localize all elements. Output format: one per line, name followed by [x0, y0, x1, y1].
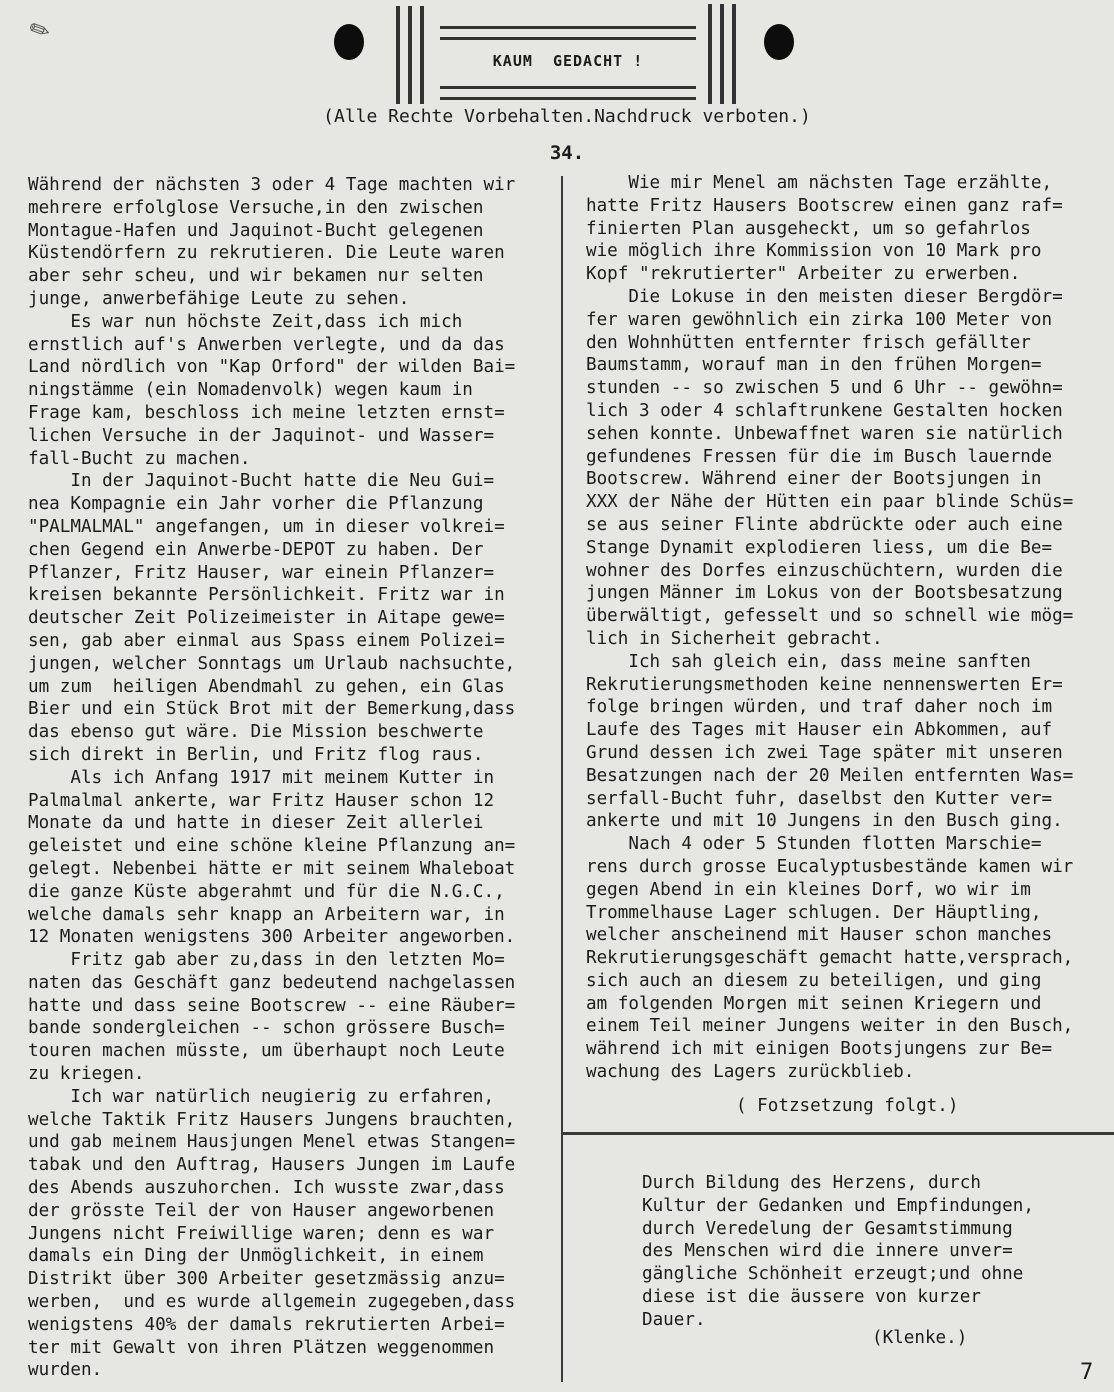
text-line: Rekrutierungsgeschäft gemacht hatte,versprach, — [586, 948, 1074, 969]
text-line: Baumstamm, worauf man in den frühen Morgen= — [586, 355, 1042, 376]
text-line: geleistet und eine schöne kleine Pflanzung an= — [28, 836, 516, 857]
text-line: tabak und den Auftrag, Hausers Jungen im Laufe — [28, 1155, 516, 1176]
quote-line: Kultur der Gedanken und Empfindungen, — [642, 1195, 1034, 1216]
text-line: wie möglich ihre Kommission von 10 Mark pro — [586, 241, 1042, 262]
text-line: werben, und es wurde allgemein zugegeben,dass — [28, 1292, 516, 1313]
text-line: gefundenes Fressen für die im Busch lauernde — [586, 446, 1053, 467]
column-divider — [561, 176, 563, 1382]
text-line: die ganze Küste abgerahmt und für die N.G.C., — [28, 881, 505, 902]
text-line: Rekrutierungsmethoden keine nennenswerten Er= — [586, 674, 1063, 695]
text-line: XXX der Nähe der Hütten ein paar blinde Schüs= — [586, 492, 1074, 513]
text-line: folge bringen würden, und traf daher noch im — [586, 697, 1053, 718]
quote-line: gängliche Schönheit erzeugt;und ohne — [642, 1264, 1024, 1285]
text-line: am folgenden Morgen mit seinen Kriegern und — [586, 993, 1042, 1014]
text-line: Frage kam, beschloss ich meine letzten ernst= — [28, 402, 505, 423]
text-line: den Wohnhütten entfernter frisch gefällter — [586, 332, 1031, 353]
text-line: welche damals sehr knapp an Arbeitern war, in — [28, 904, 505, 925]
text-line: chen Gegend ein Anwerbe-DEPOT zu haben. Der — [28, 539, 484, 560]
text-line: lich in Sicherheit gebracht. — [586, 628, 883, 649]
text-line: sen, gab aber einmal aus Spass einem Polizei= — [28, 630, 505, 651]
text-line: welche Taktik Fritz Hausers Jungens brauchten, — [28, 1109, 516, 1130]
text-line: sehen konnte. Unbewaffnet waren sie natürlich — [586, 423, 1063, 444]
text-line: lich 3 oder 4 schlaftrunkene Gestalten hocken — [586, 400, 1063, 421]
text-line: Während der nächsten 3 oder 4 Tage machten wir — [28, 175, 516, 195]
text-line: Nach 4 oder 5 Stunden flotten Marschie= — [586, 834, 1042, 855]
text-line: jungen, welcher Sonntags um Urlaub nachsuchte, — [28, 653, 516, 674]
text-line: Fritz gab aber zu,dass in den letzten Mo= — [28, 950, 505, 971]
text-line: zu kriegen. — [28, 1064, 145, 1085]
text-line: se aus seiner Flinte abdrückte oder auch eine — [586, 514, 1063, 535]
text-line: sich direkt in Berlin, und Fritz flog raus. — [28, 744, 484, 765]
text-line: Küstendörfern zu rekrutieren. Die Leute waren — [28, 243, 505, 264]
footer-page-number: 7 — [1080, 1360, 1094, 1385]
punch-hole-right — [764, 24, 794, 60]
text-line: sich auch an diesem zu beteiligen, und ging — [586, 970, 1042, 991]
text-line: hatte Fritz Hausers Bootscrew einen ganz raf= — [586, 195, 1063, 216]
right-column — [586, 172, 1106, 1084]
section-divider — [563, 1132, 1114, 1135]
text-line: ankerte und mit 10 Jungens in den Busch ging. — [586, 811, 1063, 832]
text-line: wenigstens 40% der damals rekrutierten Arbei= — [28, 1314, 505, 1335]
text-line: fer waren gewöhnlich ein zirka 100 Meter von — [586, 309, 1053, 330]
text-line: deutscher Zeit Polizeimeister in Aitape gewe= — [28, 608, 505, 629]
text-line: Besatzungen nach der 20 Meilen entfernten Was= — [586, 765, 1074, 786]
text-line: nea Kompagnie ein Jahr vorher die Pflanzung — [28, 494, 484, 515]
left-column — [28, 174, 548, 1382]
text-line: während ich mit einigen Bootsjungens zur Be= — [586, 1039, 1053, 1060]
text-line: der grösste Teil der von Hauser angeworbenen — [28, 1200, 495, 1221]
text-line: Kopf "rekrutierter" Arbeiter zu erwerben. — [586, 264, 1021, 285]
text-line: Palmalmal ankerte, war Fritz Hauser schon 12 — [28, 790, 495, 811]
text-line: lichen Versuche in der Jaquinot- und Wasser= — [28, 425, 495, 446]
text-line: finierten Plan ausgeheckt, um so gefahrlos — [586, 218, 1031, 239]
text-line: Pflanzer, Fritz Hauser, war einein Pflanzer= — [28, 562, 495, 583]
text-line: fall-Bucht zu machen. — [28, 448, 251, 469]
text-line: Grund dessen ich zwei Tage später mit unseren — [586, 742, 1063, 763]
text-line: Montague-Hafen und Jaquinot-Bucht gelegenen — [28, 220, 484, 241]
text-line: wohner des Dorfes einzuschüchtern, wurden die — [586, 560, 1063, 581]
text-line: junge, anwerbefähige Leute zu sehen. — [28, 288, 410, 309]
text-line: Die Lokuse in den meisten dieser Bergdör= — [586, 286, 1063, 307]
text-line: Distrikt über 300 Arbeiter gesetzmässig anzu= — [28, 1269, 505, 1290]
quote-line: durch Veredelung der Gesamtstimmung — [642, 1218, 1013, 1239]
text-line: Es war nun höchste Zeit,dass ich mich — [28, 311, 463, 332]
text-line: naten das Geschäft ganz bedeutend nachgelassen — [28, 972, 516, 993]
text-line: einem Teil meiner Jungens weiter in den Busch, — [586, 1016, 1074, 1037]
text-line: Laufe des Tages mit Hauser ein Abkommen, auf — [586, 720, 1053, 741]
text-line: ter mit Gewalt von ihren Plätzen weggenommen — [28, 1337, 495, 1358]
text-line: wachung des Lagers zurückblieb. — [586, 1062, 915, 1083]
text-line: hatte und dass seine Bootscrew -- eine Räuber= — [28, 995, 516, 1016]
text-line: Bier und ein Stück Brot mit der Bemerkung,dass — [28, 699, 516, 720]
quote-line: diese ist die äussere von kurzer — [642, 1286, 981, 1307]
text-line: Monate da und hatte in dieser Zeit allerlei — [28, 813, 484, 834]
handwritten-mark: ✎ — [23, 9, 55, 50]
text-line: Wie mir Menel am nächsten Tage erzählte, — [586, 173, 1053, 193]
page-title: KAUM GEDACHT ! — [492, 52, 644, 70]
text-line: "PALMALMAL" angefangen, um in dieser volkrei= — [28, 516, 505, 537]
text-line: das ebenso gut wäre. Die Mission beschwerte — [28, 722, 484, 743]
text-line: rens durch grosse Eucalyptusbestände kamen wir — [586, 856, 1074, 877]
text-line: Ich sah gleich ein, dass meine sanften — [586, 651, 1031, 672]
text-line: gelegt. Nebenbei hätte er mit seinem Whaleboat — [28, 858, 516, 879]
text-line: Ich war natürlich neugierig zu erfahren, — [28, 1086, 495, 1107]
quote-line: Dauer. — [642, 1309, 706, 1330]
text-line: Trommelhause Lager schlugen. Der Häuptling, — [586, 902, 1042, 923]
continuation-note: ( Fotzsetzung folgt.) — [736, 1096, 959, 1116]
text-line: überwältigt, gefesselt und so schnell wie mög= — [586, 606, 1074, 627]
text-line: Land nördlich von "Kap Orford" der wilden Bai= — [28, 357, 516, 378]
text-line: wurden. — [28, 1360, 103, 1381]
rights-notice: (Alle Rechte Vorbehalten.Nachdruck verboten.) — [323, 106, 811, 127]
text-line: aber sehr scheu, und wir bekamen nur selten — [28, 266, 484, 287]
text-line: stunden -- so zwischen 5 und 6 Uhr -- gewöhn= — [586, 378, 1063, 399]
punch-hole-left — [334, 24, 364, 60]
issue-page-number: 34. — [549, 142, 585, 164]
text-line: gegen Abend in ein kleines Dorf, wo wir im — [586, 879, 1031, 900]
text-line: serfall-Bucht fuhr, daselbst den Kutter ver= — [586, 788, 1053, 809]
quote-block — [642, 1172, 1102, 1332]
text-line: des Abends auszuhorchen. Ich wusste zwar,dass — [28, 1178, 505, 1199]
quote-line: Durch Bildung des Herzens, durch — [642, 1173, 981, 1193]
text-line: und gab meinem Hausjungen Menel etwas Stangen= — [28, 1132, 516, 1153]
quote-line: des Menschen wird die innere unver= — [642, 1241, 1013, 1262]
text-line: Bootscrew. Während einer der Bootsjungen in — [586, 469, 1042, 490]
text-line: welcher anscheinend mit Hauser schon manches — [586, 925, 1053, 946]
text-line: In der Jaquinot-Bucht hatte die Neu Gui= — [28, 471, 495, 492]
text-line: mehrere erfolglose Versuche,in den zwischen — [28, 197, 484, 218]
text-line: damals ein Ding der Unmöglichkeit, in einem — [28, 1246, 484, 1267]
text-line: ningstämme (ein Nomadenvolk) wegen kaum in — [28, 380, 473, 401]
text-line: Stange Dynamit explodieren liess, um die Be= — [586, 537, 1053, 558]
text-line: Als ich Anfang 1917 mit meinem Kutter in — [28, 767, 495, 788]
text-line: ernstlich auf's Anwerben verlegte, und da das — [28, 334, 505, 355]
text-line: kreisen bekannte Persönlichkeit. Fritz war in — [28, 585, 505, 606]
quote-author: (Klenke.) — [872, 1328, 968, 1348]
text-line: touren machen müsste, um überhaupt noch Leute — [28, 1041, 505, 1062]
text-line: bande sondergleichen -- schon grössere Busch= — [28, 1018, 505, 1039]
text-line: Jungens nicht Freiwillige waren; denn es war — [28, 1223, 495, 1244]
text-line: um zum heiligen Abendmahl zu gehen, ein Glas — [28, 676, 505, 697]
text-line: 12 Monaten wenigstens 300 Arbeiter angeworben. — [28, 927, 516, 948]
text-line: jungen Männer im Lokus von der Bootsbesatzung — [586, 583, 1063, 604]
